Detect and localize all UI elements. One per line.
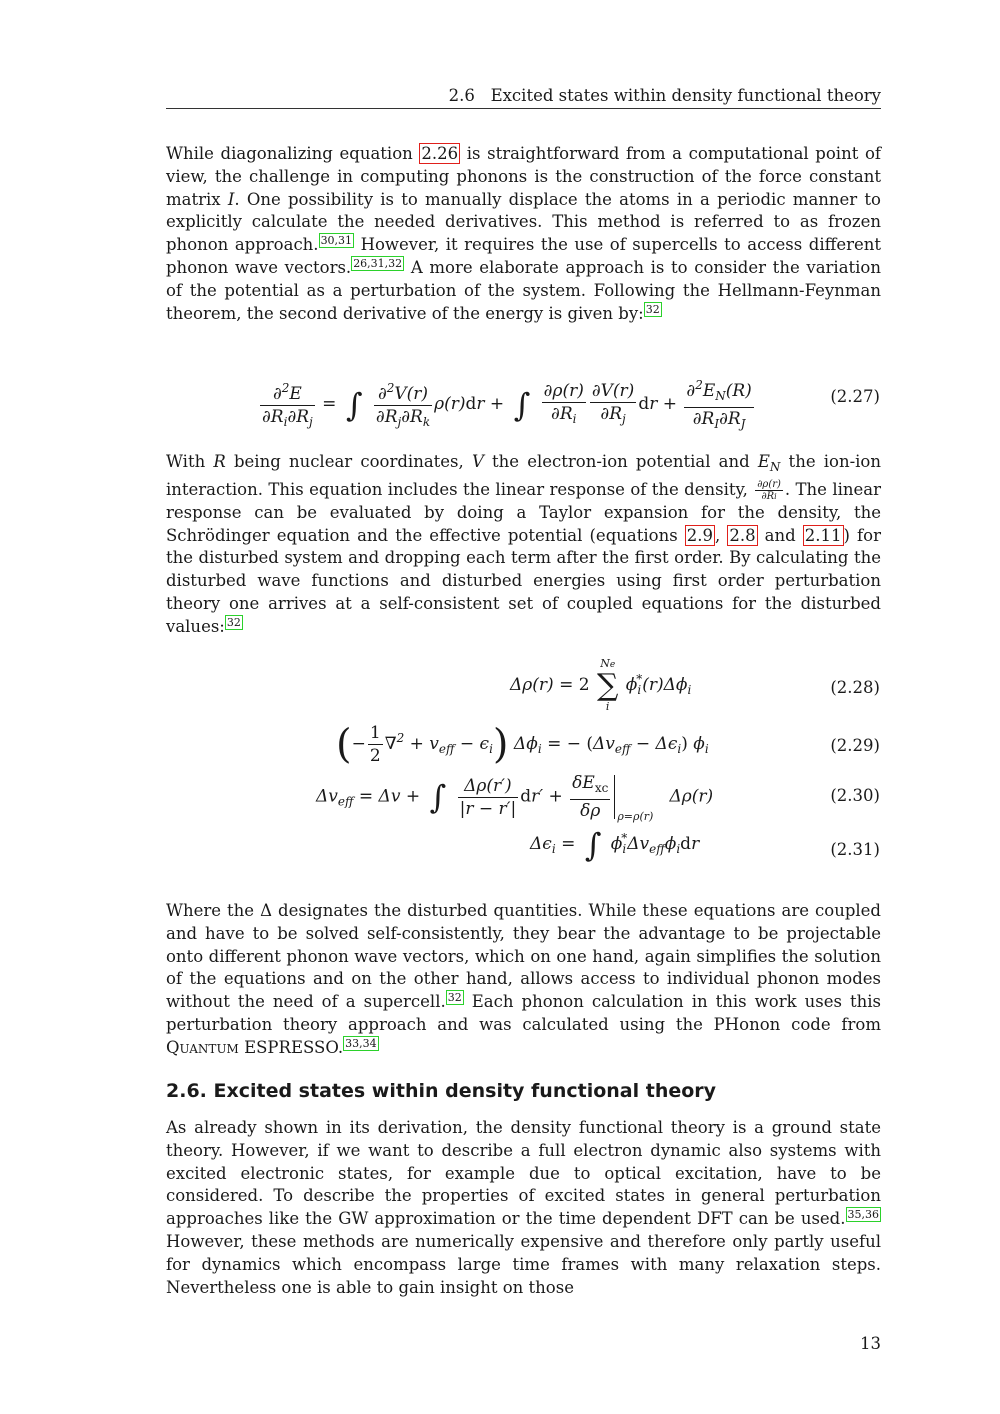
text: the ion-ion interaction. This equation includes the linear response of the density, [166, 452, 881, 499]
text: As already shown in its derivation, the density functional theory is a ground state theory. However, if we want to describe a full electron dynamic also systems with excited electronic states, for example due to optical excitation, have to be considered. To describe the properties of excited states in general perturbation approaches like the GW approximation or the time dependent DFT can be used. [166, 1118, 881, 1229]
equation-ref-link[interactable]: 2.8 [729, 525, 756, 545]
text: ) for the disturbed system and dropping each term after the first order. By calculating the disturbed wave functions and disturbed energies using first order perturbation theory one arrives at a self-consistent set of coupled equations for the disturbed values: [166, 525, 881, 636]
text: and [757, 525, 803, 545]
equation-number: (2.30) [830, 786, 880, 805]
running-header [166, 86, 881, 109]
citation-link[interactable]: 32 [447, 991, 462, 1005]
paragraph-disturbed-quantities [166, 900, 881, 1060]
citation-link[interactable]: 32 [226, 615, 241, 629]
text: However, these methods are numerically expensive and therefore only partly useful for dynamics which encompass large time frames with many relaxation steps. Nevertheless one is able to gain insight on those [166, 1231, 881, 1297]
citation-link[interactable]: 26,31,32 [353, 256, 403, 270]
equation-number: (2.28) [830, 678, 880, 697]
text: However, it requires the use of supercells to access different phonon wave vectors. [166, 235, 881, 277]
equation-number: (2.31) [830, 840, 880, 859]
text: While diagonalizing equation [166, 144, 420, 163]
equation-2-30: $\Delta v_{eff} = \Delta v$ + ∫ $\frac{\Delta\rho(r')}{|r - r'|}$ dr′ + $\frac{\delta E_{xc}}{\delta\rho}$ $_{\rho=\rho(r)}$ Δρ(r) [316, 773, 714, 823]
equation-2-29: (− $\frac{1}{2}$ $\nabla^2 + v_{eff} - \epsilon_i$) $\Delta\phi_i$ = − $(\Delta v_{eff} - \Delta\epsilon_i)$ $\phi_i$ [336, 721, 709, 768]
text: . The linear response can be evaluated by doing a Taylor expansion for the density, the Schrödinger equation and the effective potential (equations [166, 479, 881, 545]
paragraph-phonons [166, 143, 881, 325]
text: being nuclear coordinates, [225, 452, 472, 471]
math-var: R [213, 452, 226, 471]
paragraph-excited-states [166, 1117, 881, 1299]
math-var: I [227, 189, 235, 209]
text: A more elaborate approach is to consider the variation of the potential as a perturbation of the system. Following the Hellmann-Feynman theorem, the second derivative of the energy is given by: [166, 257, 881, 323]
math-var: V [471, 452, 484, 471]
equation-ref-link[interactable]: 2.11 [804, 525, 842, 545]
equation-2-28: Δρ(r) = 2 Ne ∑ i $\phi_i^*(r)\Delta\phi_i$ [510, 657, 692, 713]
section-heading: 2.6. Excited states within density functional theory [166, 1080, 717, 1102]
citation-link[interactable]: 30,31 [320, 234, 353, 248]
equation-2-27: $\frac{\partial^2E}{\partial R_i\partial R_j}$ = ∫ $\frac{\partial^2V(r)}{\partial R_j\partial R_k}$ ρ(r)dr + ∫ $\frac{\partial\rho(r)}{\partial R_i}$ $\frac{\partial V(r)}{\partial R_j}$ dr + $\frac{\partial^2E_N(R)}{\partial R_I\partial R_J}$ [258, 374, 756, 435]
text: ESPRESSO. [238, 1037, 344, 1057]
header-section-number: 2.6 [448, 86, 475, 105]
page-number: 13 [860, 1334, 881, 1353]
inline-fraction: $\frac{\partial\rho(r)}{\partial Ri}$ [757, 478, 781, 502]
equation-number: (2.27) [830, 387, 880, 406]
text: Each phonon calculation in this work uses this perturbation theory approach and was calculated using the PHonon code from [166, 992, 881, 1034]
text: Where the Δ designates the disturbed quantities. While these equations are coupled and have to be solved self-consistently, they bear the advantage to be projectable onto different phonon wave vectors, which on one hand, again simplifies the solution of the equations and on the other hand, allows access to individual phonon modes without the need of a supercell. [166, 901, 881, 1012]
text: Quantum [166, 1037, 239, 1057]
text: is straightforward from a computational point of view, the challenge in computing phonons is the construction of the force constant matrix [166, 144, 881, 209]
text: , [715, 525, 728, 545]
citation-link[interactable]: 33,34 [345, 1036, 377, 1050]
paragraph-linear-response [166, 451, 881, 639]
equation-ref-link[interactable]: 2.26 [421, 144, 459, 163]
text: the electron-ion potential and [483, 452, 758, 471]
math-subscript: N [769, 460, 781, 474]
citation-link[interactable]: 35,36 [847, 1208, 879, 1222]
header-section-title: Excited states within density functional theory [490, 86, 881, 105]
text: . One possibility is to manually displace the atoms in a periodic manner to explicitly calculate the needed derivatives. This method is referred to as frozen phonon approach. [166, 189, 881, 255]
equation-number: (2.29) [830, 736, 880, 755]
equation-2-31: $\Delta\epsilon_i$ = ∫ $\phi_i^*\Delta v_{eff}\phi_idr$ [530, 825, 700, 864]
equation-ref-link[interactable]: 2.9 [686, 525, 713, 545]
citation-link[interactable]: 32 [645, 302, 660, 316]
math-var: E [757, 452, 770, 471]
text: With [166, 452, 214, 471]
